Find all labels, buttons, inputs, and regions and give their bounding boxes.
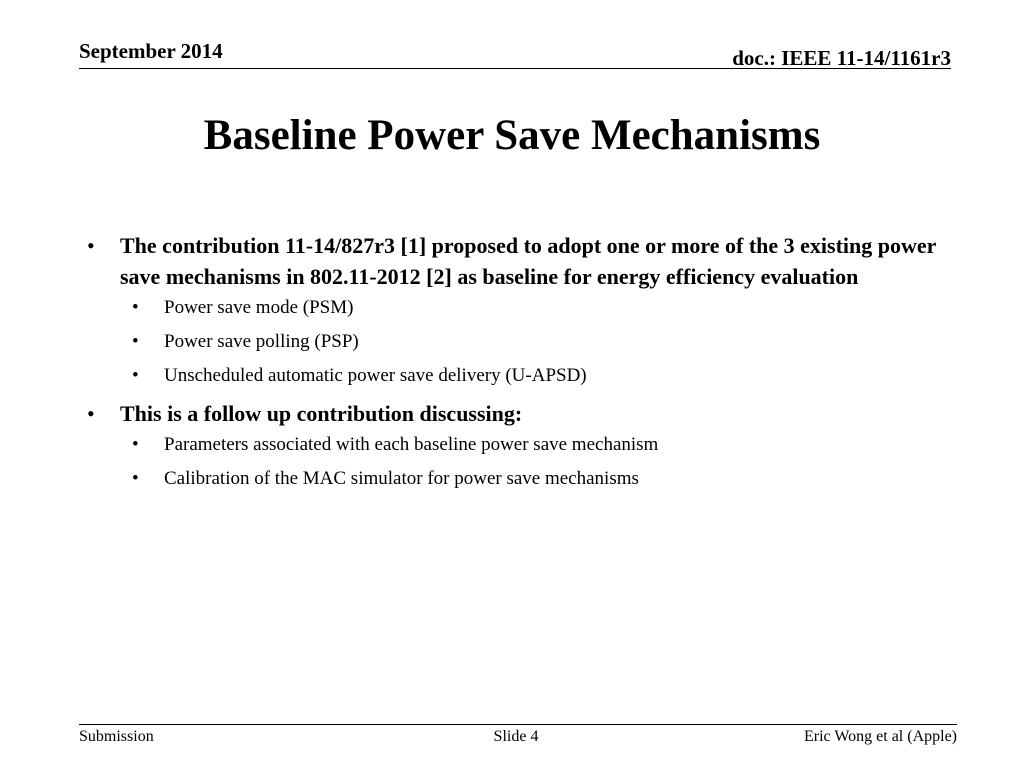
sub-bullet-dot-icon: • xyxy=(132,434,139,455)
sub-bullet-dot-icon: • xyxy=(132,297,139,318)
footer-slide-number: Slide 4 xyxy=(493,728,539,745)
slide-body xyxy=(82,230,942,501)
bullet-dot-icon: • xyxy=(87,401,95,426)
sub-bullet-text: Unscheduled automatic power save delivery (U-APSD) xyxy=(164,365,587,386)
sub-bullet-text: Parameters associated with each baseline power save mechanism xyxy=(164,434,659,455)
bullet-item xyxy=(82,398,942,429)
header-date: September 2014 xyxy=(79,39,223,63)
sub-bullet-dot-icon: • xyxy=(132,468,139,489)
header-doc-id: doc.: IEEE 11-14/1161r3 xyxy=(732,46,951,70)
bullet-item xyxy=(82,230,942,292)
bullet-text: This is a follow up contribution discussing: xyxy=(120,401,523,426)
footer-divider xyxy=(79,724,957,725)
sub-bullet-text: Power save mode (PSM) xyxy=(164,297,354,318)
sub-bullet-item xyxy=(82,330,942,354)
slide-title: Baseline Power Save Mechanisms xyxy=(203,112,821,159)
sub-bullet-item xyxy=(82,296,942,320)
footer-author: Eric Wong et al (Apple) xyxy=(803,728,957,745)
sub-bullet-item xyxy=(82,467,942,491)
sub-bullet-item xyxy=(82,433,942,457)
sub-bullet-text: Power save polling (PSP) xyxy=(164,331,359,352)
sub-bullet-dot-icon: • xyxy=(132,331,139,352)
bullet-dot-icon: • xyxy=(87,233,95,258)
bullet-text: The contribution 11-14/827r3 [1] proposed to adopt one or more of the 3 existing power save mechanisms in 802.11-2012 [2] as baseline for energy efficiency evaluation xyxy=(120,233,937,289)
sub-bullet-dot-icon: • xyxy=(132,365,139,386)
header-divider xyxy=(79,68,951,69)
footer-submission: Submission xyxy=(79,728,154,745)
sub-bullet-item xyxy=(82,364,942,388)
sub-bullet-text: Calibration of the MAC simulator for power save mechanisms xyxy=(164,468,639,489)
